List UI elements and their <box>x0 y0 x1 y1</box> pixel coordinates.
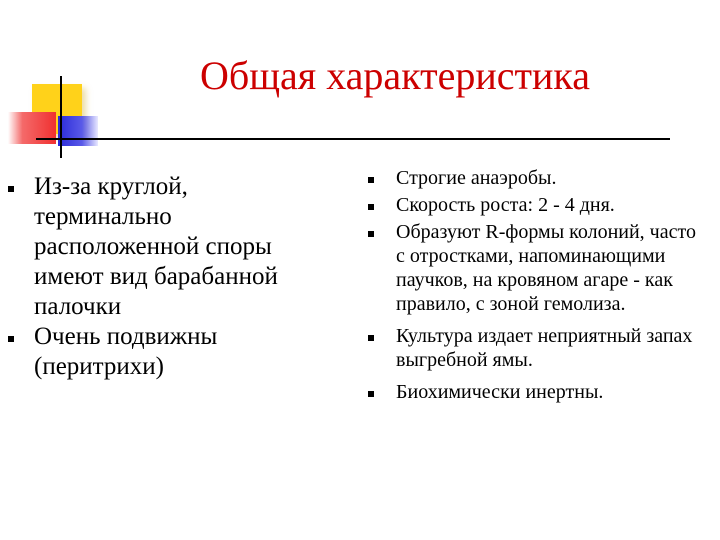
slide-title: Общая характеристика <box>200 53 590 98</box>
square-bullet-icon <box>8 186 14 192</box>
bullet-text: Культура издает неприятный запах выгребной ямы. <box>396 325 693 371</box>
bullet-text: Из-за круглой, терминально расположенной споры имеют вид барабанной палочки <box>34 173 278 320</box>
bullet-text: Очень подвижны (перитрихи) <box>34 323 218 380</box>
bullet-text: Строгие анаэробы. <box>396 167 557 189</box>
list-item <box>8 322 318 382</box>
square-bullet-icon <box>368 177 374 183</box>
horizontal-rule <box>36 138 670 140</box>
right-bullet-list <box>366 166 706 407</box>
list-item <box>366 324 706 372</box>
blue-square-decoration <box>58 116 98 146</box>
vertical-rule <box>60 76 62 158</box>
square-bullet-icon <box>368 231 374 237</box>
list-item <box>366 166 706 190</box>
list-item <box>8 172 318 322</box>
square-bullet-icon <box>368 335 374 341</box>
bullet-text: Образуют R-формы колоний, часто с отростками, напоминающими паучков, на кровяном агаре - как правило, с зоной гемолиза. <box>396 221 696 315</box>
left-bullet-list <box>8 172 318 382</box>
square-bullet-icon <box>368 204 374 210</box>
bullet-text: Биохимически инертны. <box>396 381 604 403</box>
bullet-text: Скорость роста: 2 - 4 дня. <box>396 194 615 216</box>
square-bullet-icon <box>8 336 14 342</box>
square-bullet-icon <box>368 391 374 397</box>
list-item <box>366 193 706 217</box>
list-item <box>366 220 706 316</box>
list-item <box>366 380 706 404</box>
